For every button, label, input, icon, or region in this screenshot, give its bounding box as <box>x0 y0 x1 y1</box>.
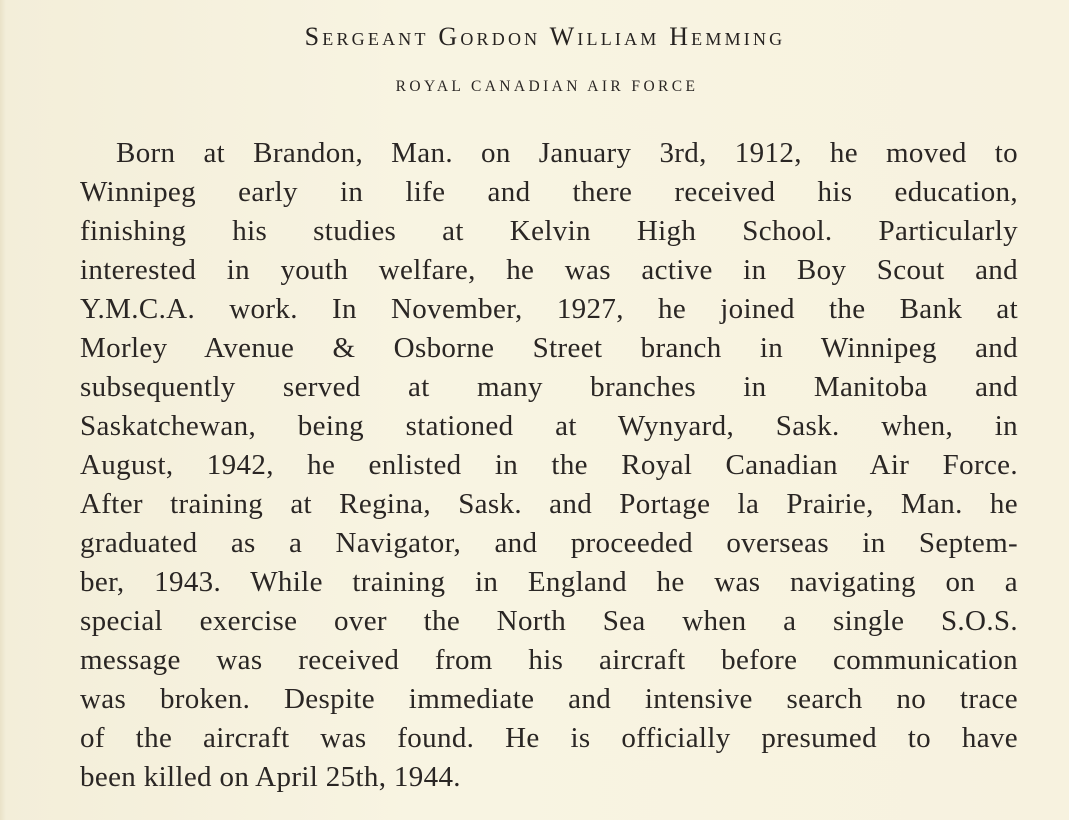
text-line: graduated as a Navigator, and proceeded overseas in Septem- <box>80 527 1018 559</box>
text-line: of the aircraft was found. He is officially presumed to have <box>80 722 1018 754</box>
biography-paragraph <box>80 134 1018 797</box>
service-branch-subtitle: ROYAL CANADIAN AIR FORCE <box>395 78 699 95</box>
text-line: been killed on April 25th, 1944. <box>80 761 461 793</box>
text-line: subsequently served at many branches in Manitoba and <box>80 371 1018 403</box>
text-line: After training at Regina, Sask. and Portage la Prairie, Man. he <box>80 488 1018 520</box>
text-line: Y.M.C.A. work. In November, 1927, he joined the Bank at <box>80 293 1018 325</box>
text-line: message was received from his aircraft before communication <box>80 644 1018 676</box>
text-line: interested in youth welfare, he was active in Boy Scout and <box>80 254 1018 286</box>
text-line: ber, 1943. While training in England he was navigating on a <box>80 566 1018 598</box>
text-line: Born at Brandon, Man. on January 3rd, 1912, he moved to <box>116 137 1018 169</box>
text-line: was broken. Despite immediate and intensive search no trace <box>80 683 1018 715</box>
text-line: finishing his studies at Kelvin High School. Particularly <box>80 215 1018 247</box>
page-title: Sergeant Gordon William Hemming <box>304 22 786 51</box>
text-line: special exercise over the North Sea when a single S.O.S. <box>80 605 1018 637</box>
text-line: Saskatchewan, being stationed at Wynyard, Sask. when, in <box>80 410 1018 442</box>
text-line: Morley Avenue & Osborne Street branch in Winnipeg and <box>80 332 1018 364</box>
page-edge-shadow <box>0 0 6 820</box>
text-line: Winnipeg early in life and there received his education, <box>80 176 1018 208</box>
text-line: August, 1942, he enlisted in the Royal Canadian Air Force. <box>80 449 1018 481</box>
